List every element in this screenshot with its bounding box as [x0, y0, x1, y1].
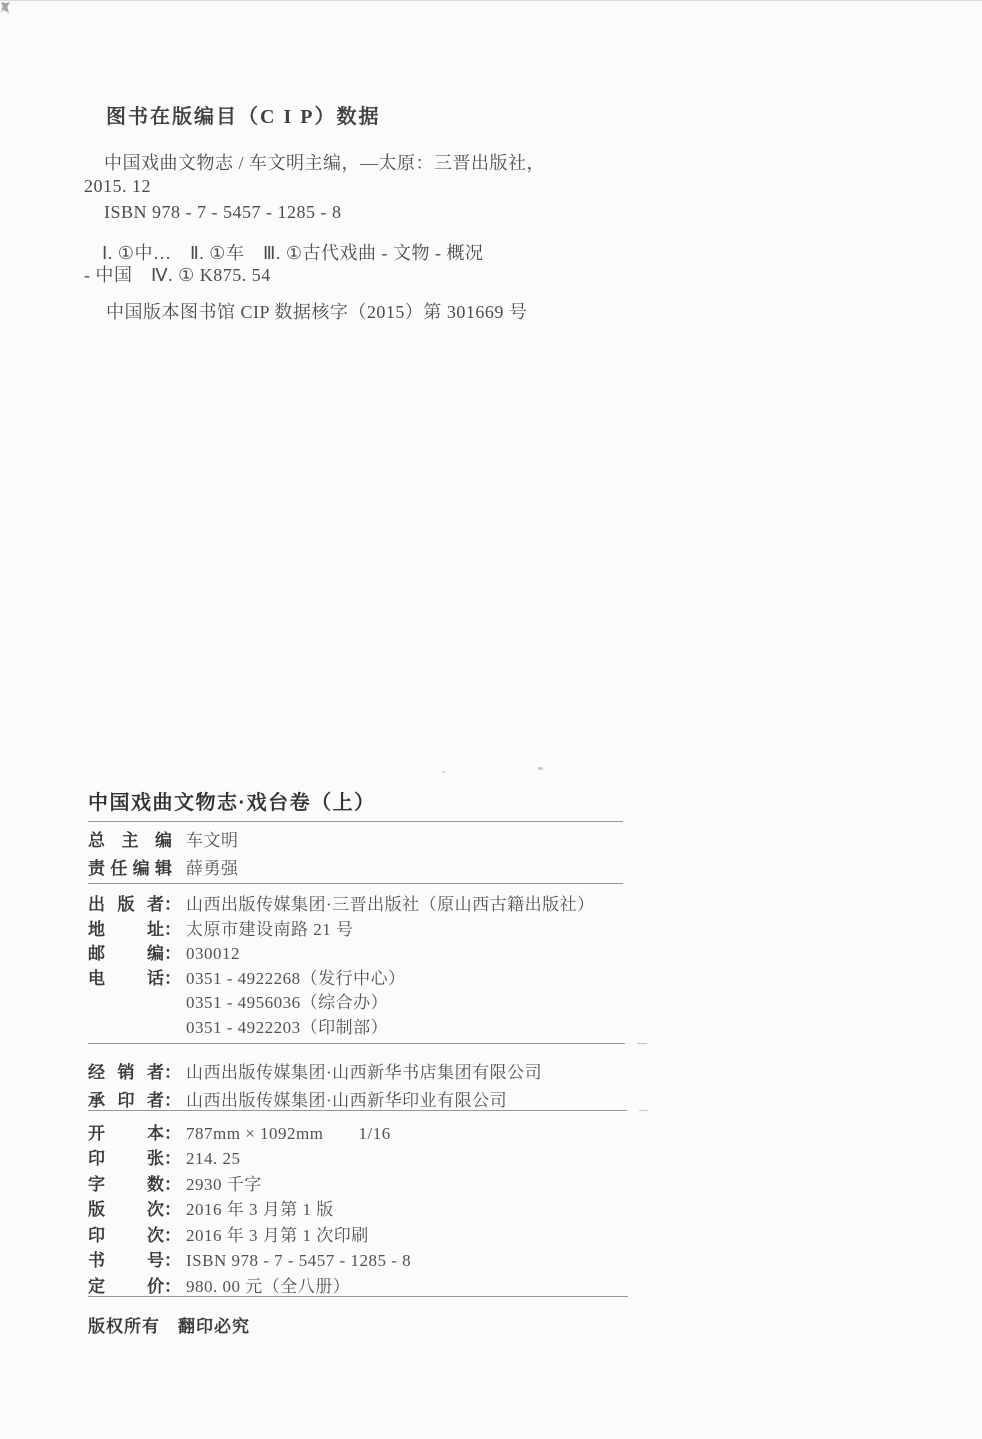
- divider-under-editors: [88, 883, 623, 884]
- format-row: [88, 1122, 391, 1145]
- field-label: 开本: [88, 1124, 164, 1143]
- label-colon: ：: [164, 944, 181, 963]
- cip-classification-line2: - 中国 Ⅳ. ① K875. 54: [84, 265, 271, 285]
- field-label: 电话: [88, 969, 164, 988]
- field-label: 定价: [88, 1277, 164, 1296]
- editor-label: 责任编辑: [88, 859, 172, 878]
- field-value: 山西出版传媒集团·山西新华印业有限公司: [186, 1091, 508, 1110]
- editor-row: [88, 857, 239, 880]
- label-colon: ：: [164, 969, 181, 988]
- field-value: 2016 年 3 月第 1 次印刷: [186, 1226, 369, 1245]
- field-label: 地址: [88, 920, 164, 939]
- label-colon: ：: [164, 1175, 181, 1194]
- field-value: 太原市建设南路 21 号: [186, 920, 354, 939]
- editor-row: [88, 829, 239, 852]
- divider-under-specs: [88, 1296, 628, 1297]
- price-row: [88, 1275, 350, 1298]
- field-label: 邮编: [88, 944, 164, 963]
- book-title: 中国戏曲文物志·戏台卷（上）: [88, 792, 376, 814]
- editor-label: 总主编: [88, 831, 172, 850]
- cip-isbn: ISBN 978 - 7 - 5457 - 1285 - 8: [104, 202, 342, 222]
- phone-row: [88, 967, 406, 990]
- divider-under-distribution: [88, 1110, 627, 1111]
- label-colon: ：: [164, 1063, 181, 1082]
- field-value: 214. 25: [186, 1149, 241, 1168]
- divider-under-publisher: [88, 1043, 625, 1044]
- distributor-row: [88, 1061, 542, 1084]
- scan-edge-artifact: [0, 0, 982, 1]
- field-value: 030012: [186, 944, 240, 963]
- label-colon: ：: [164, 1226, 181, 1245]
- phone-row-continuation: [186, 1016, 388, 1039]
- label-colon: ：: [164, 1149, 181, 1168]
- publisher-row: [88, 893, 595, 916]
- label-colon: ：: [164, 1124, 181, 1143]
- field-label: 出版者: [88, 895, 164, 914]
- cip-heading: 图书在版编目（C I P）数据: [106, 106, 381, 128]
- field-label: 版次: [88, 1200, 164, 1219]
- scan-speck: [442, 771, 445, 773]
- label-colon: ：: [164, 1091, 181, 1110]
- field-label: 印次: [88, 1226, 164, 1245]
- isbn-row: [88, 1249, 411, 1272]
- field-value: 2930 千字: [186, 1175, 262, 1194]
- editor-value: 车文明: [186, 831, 239, 850]
- field-label: 承印者: [88, 1091, 164, 1110]
- wordcount-row: [88, 1173, 262, 1196]
- scan-corner-mark: [1, 2, 10, 13]
- field-label: 经销者: [88, 1063, 164, 1082]
- printer-row: [88, 1089, 507, 1112]
- editor-value: 薛勇强: [186, 859, 239, 878]
- label-colon: ：: [164, 920, 181, 939]
- phone-row-continuation: [186, 991, 388, 1014]
- field-value: 0351 - 4922268（发行中心）: [186, 969, 406, 988]
- field-label: 书号: [88, 1251, 164, 1270]
- field-value: 787mm × 1092mm 1/16: [186, 1124, 391, 1143]
- cip-classification-line1: Ⅰ. ①中… Ⅱ. ①车 Ⅲ. ①古代戏曲 - 文物 - 概况: [102, 243, 484, 263]
- field-label: 字数: [88, 1175, 164, 1194]
- label-colon: ：: [164, 895, 181, 914]
- field-label: 印张: [88, 1149, 164, 1168]
- label-colon: ：: [164, 1200, 181, 1219]
- field-value: 山西出版传媒集团·山西新华书店集团有限公司: [186, 1063, 543, 1082]
- sheets-row: [88, 1147, 241, 1170]
- field-value: ISBN 978 - 7 - 5457 - 1285 - 8: [186, 1251, 412, 1270]
- address-row: [88, 918, 354, 941]
- edition-row: [88, 1198, 334, 1221]
- field-value: 0351 - 4922203（印制部）: [186, 1018, 389, 1037]
- copyright-notice: 版权所有 翻印必究: [88, 1317, 250, 1336]
- field-value: 2016 年 3 月第 1 版: [186, 1200, 334, 1219]
- divider-under-title: [88, 821, 623, 822]
- field-value: 0351 - 4956036（综合办）: [186, 993, 389, 1012]
- postcode-row: [88, 942, 240, 965]
- cip-bibliography-line1: 中国戏曲文物志 / 车文明主编，—太原：三晋出版社，: [104, 153, 545, 173]
- scan-speck: [538, 767, 543, 770]
- scan-speck: [639, 1110, 648, 1111]
- cip-record-number: 中国版本图书馆 CIP 数据核字（2015）第 301669 号: [106, 302, 528, 322]
- field-value: 980. 00 元（全八册）: [186, 1277, 351, 1296]
- scan-speck: [637, 1043, 647, 1044]
- label-colon: ：: [164, 1277, 181, 1296]
- impression-row: [88, 1224, 369, 1247]
- cip-bibliography-line2: 2015. 12: [84, 176, 151, 196]
- field-value: 山西出版传媒集团·三晋出版社（原山西古籍出版社）: [186, 895, 595, 914]
- label-colon: ：: [164, 1251, 181, 1270]
